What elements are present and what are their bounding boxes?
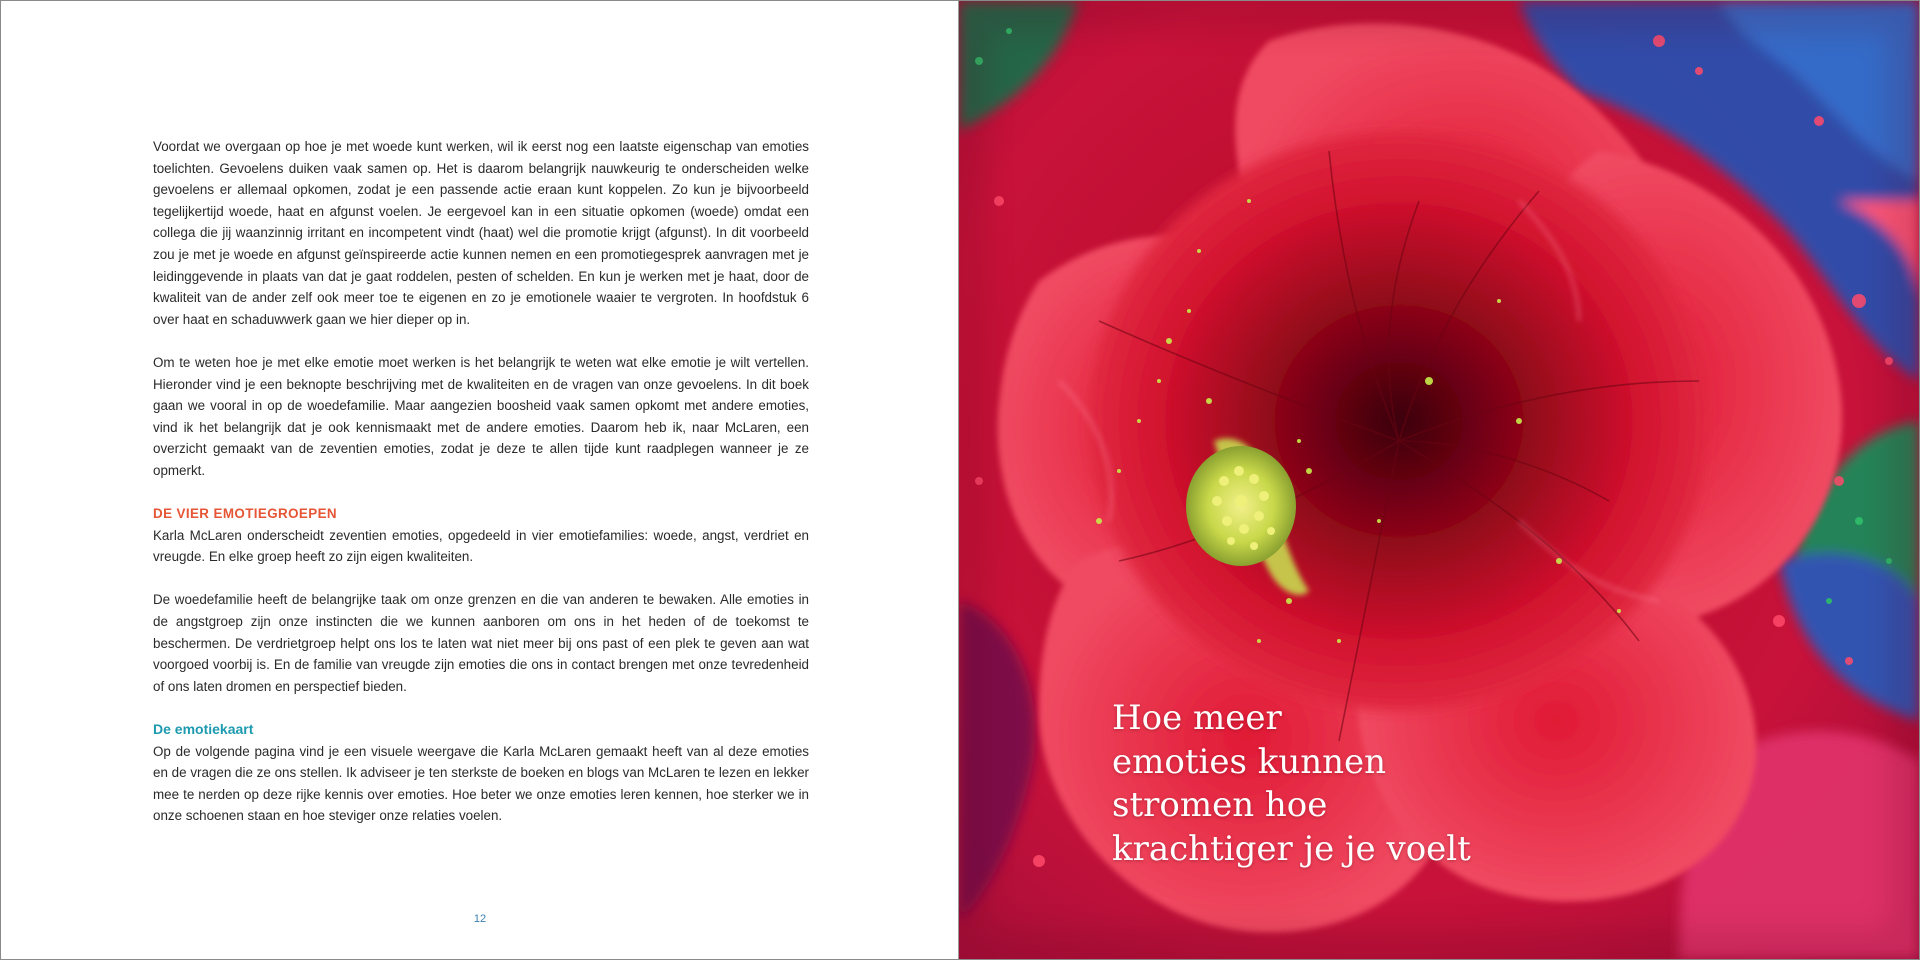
paragraph-3: Karla McLaren onderscheidt zeventien emoties, opgedeeld in vier emotiefamilies: woede, angst, verdriet en vreugde. En elke groep heeft zo zijn eigen kwaliteiten. [153, 527, 809, 565]
section-heading-vier-emotiegroepen: DE VIER EMOTIEGROEPEN [153, 506, 337, 522]
body-text-column [153, 136, 809, 827]
left-page [1, 1, 959, 959]
quote-line-4: krachtiger je je voelt [1112, 828, 1471, 869]
subheading-emotiekaart: De emotiekaart [153, 721, 254, 738]
paragraph-4: De woedefamilie heeft de belangrijke taak om onze grenzen en die van anderen te bewaken. Alle emoties in de angstgroep zijn onze instincten die we kunnen aanboren om ons in het heden of de toekomst te beschermen. De verdrietgroep helpt ons los te laten wat niet meer bij ons past of een plek te geven aan wat voorgoed voorbij is. En de familie van vreugde zijn emoties die ons in contact brengen met onze tevredenheid of ons laten dromen en perspectief bieden. [153, 592, 809, 694]
right-page-flower-image [959, 1, 1919, 959]
quote-line-1: Hoe meer [1112, 698, 1282, 738]
page-number: 12 [473, 913, 487, 925]
pull-quote [1112, 697, 1572, 871]
quote-line-3: stromen hoe [1112, 785, 1328, 825]
paragraph-2: Om te weten hoe je met elke emotie moet werken is het belangrijk te weten wat elke emotie je wilt vertellen. Hieronder vind je een beknopte beschrijving met de kwaliteiten en de vragen van onze gevoelens. In dit boek gaan we vooral in op de woedefamilie. Maar aangezien boosheid vaak samen opkomt met andere emoties, vind ik het belangrijk dat je ook kennismaakt met de andere emoties. Daarom heb ik, naar McLaren, een overzicht gemaakt van de zeventien emoties, zodat je deze te allen tijde kunt raadplegen wanneer je ze opmerkt. [153, 354, 809, 478]
quote-line-2: emoties kunnen [1112, 741, 1387, 782]
paragraph-1: Voordat we overgaan op hoe je met woede kunt werken, wil ik eerst nog een laatste eigenschap van emoties toelichten. Gevoelens duiken vaak samen op. Het is daarom belangrijk nauwkeurig te onderscheiden welke gevoelens er allemaal opkomen, zodat je een passende actie eraan kunt koppelen. Zo kun je bijvoorbeeld tegelijkertijd woede, haat en afgunst voelen. Je eergevoel kan in een situatie opkomen (woede) omdat een collega die jij waanzinnig irritant en incompetent vindt (haat) wel die promotie krijgt (afgunst). In dit voorbeeld zou je met je woede en afgunst geïnspireerde actie kunnen nemen en een promotiegesprek aanvragen met je leidinggevende in plaats van dat je gaat roddelen, pesten of schelden. En kun je werken met je haat, door de kwaliteit van de ander zelf ook meer toe te eigenen en zo je emotionele waaier te vergroten. In hoofdstuk 6 over haat en schaduwwerk gaan we hier dieper op in. [153, 139, 809, 327]
paragraph-5: Op de volgende pagina vind je een visuele weergave die Karla McLaren gemaakt heeft van al deze emoties en de vragen die ze ons stellen. Ik adviseer je ten sterkste de boeken en blogs van McLaren te lezen en lekker mee te nerden op deze rijke kennis over emoties. Hoe beter we onze emoties leren kennen, hoe sterker we in onze schoenen staan en hoe steviger onze relaties voelen. [153, 743, 809, 824]
